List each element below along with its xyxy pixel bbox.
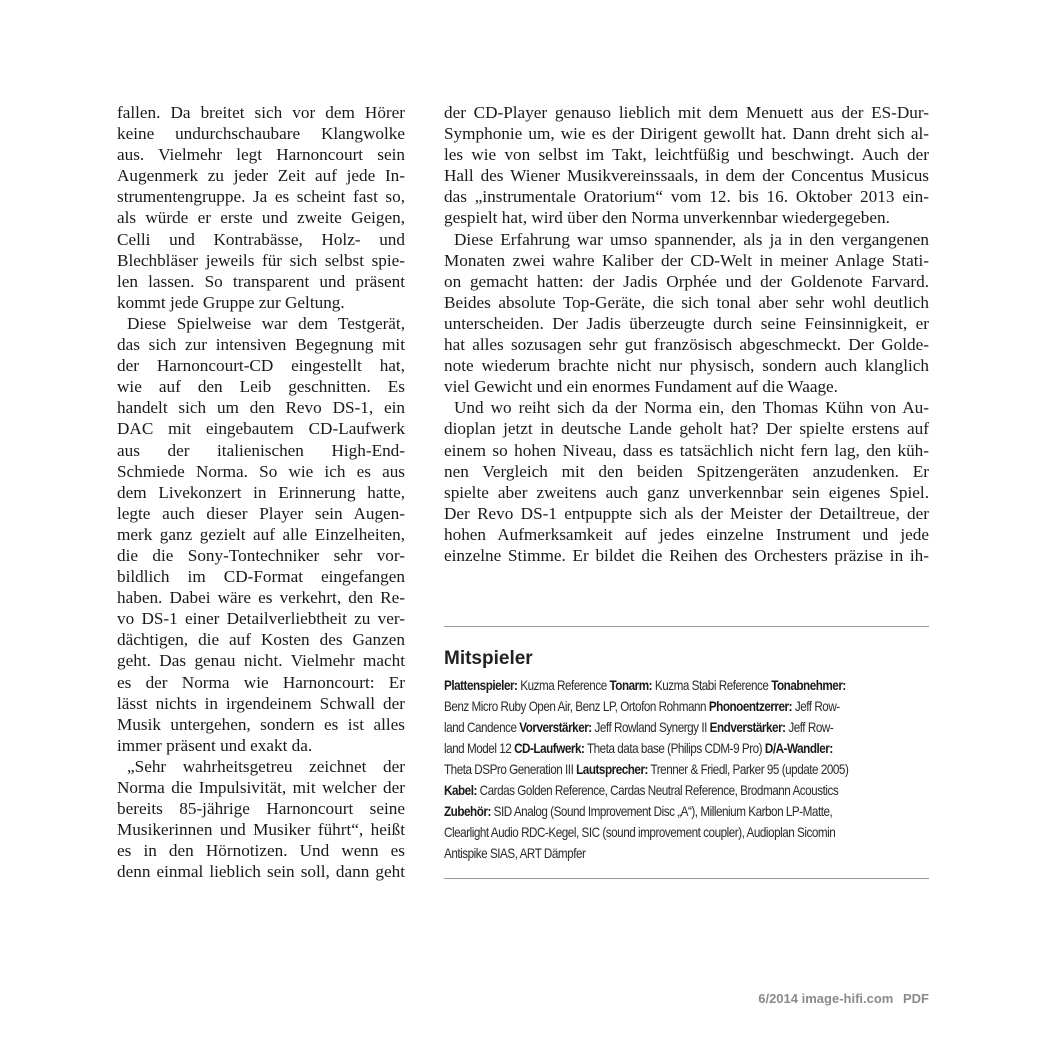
text-line: gespielt hat, wird über den Norma unverkennbar wiedergegeben. — [444, 208, 890, 228]
text-line: dioplan jetzt in deutsche Lande geholt hat? Der spielte erstens auf — [444, 419, 929, 439]
equipment-items: Trenner & Friedl, Parker 95 (update 2005) — [647, 762, 849, 777]
equipment-category: CD-Laufwerk: — [514, 741, 585, 756]
text-line: vo DS-1 einer Detailverliebtheit zu ver- — [117, 609, 405, 629]
box-bottom-rule — [444, 878, 929, 879]
text-line: hat alles sozusagen sehr gut französisch abgeschmeckt. Der Golde- — [444, 335, 929, 355]
equipment-line — [444, 696, 861, 717]
text-line: der Harnoncourt-CD eingestellt hat, — [117, 356, 405, 376]
text-line: legte auch dieser Player sein Augen- — [117, 503, 405, 523]
text-line: merk ganz gezielt auf alle Einzelheiten, — [117, 524, 405, 544]
equipment-items: Clearlight Audio RDC-Kegel, SIC (sound improvement coupler), Audioplan Sicomin — [444, 825, 836, 840]
equipment-items: Cardas Golden Reference, Cardas Neutral Reference, Brodmann Acoustics — [476, 783, 839, 798]
page-footer — [758, 991, 929, 1006]
equipment-items: Kuzma Stabi Reference — [652, 678, 772, 693]
equipment-items: land Model 12 — [444, 741, 515, 756]
equipment-category: Kabel: — [444, 783, 477, 798]
text-line: handelt sich um den Revo DS-1, ein — [117, 398, 405, 418]
equipment-items: Benz Micro Ruby Open Air, Benz LP, Ortofon Rohmann — [444, 699, 709, 714]
pdf-link[interactable]: PDF — [903, 991, 929, 1006]
article-column-left — [117, 102, 405, 882]
text-line: viel Gewicht und ein enormes Fundament auf die Waage. — [444, 377, 838, 397]
article-column-right — [444, 102, 929, 566]
text-line: es in den Hörnotizen. Und wenn es — [117, 841, 405, 861]
text-line: les wie von selbst im Takt, leichtfüßig und beschwingt. Auch der — [444, 145, 929, 165]
equipment-category: Endverstärker: — [709, 720, 786, 735]
text-line: aus der italienischen High-End- — [117, 440, 405, 460]
text-line: nen Vergleich mit den beiden Spitzengeräten anzudenken. Er — [444, 461, 929, 481]
footer-site: image-hifi.com — [801, 991, 894, 1006]
equipment-category: Phonoentzerrer: — [708, 699, 793, 714]
text-line: Symphonie um, wie es der Dirigent gewollt hat. Dann dreht sich al- — [444, 124, 929, 144]
text-line: einem so hohen Niveau, dass es tatsächlich nicht fern lag, den küh- — [444, 440, 929, 460]
text-line: Diese Spielweise war dem Testgerät, — [127, 313, 405, 333]
equipment-items: Jeff Row- — [792, 699, 840, 714]
text-line: Blechbläser jeweils für sich selbst spie- — [117, 250, 405, 270]
text-line: Der Revo DS-1 entpuppte sich als der Meister der Detailtreue, der — [444, 503, 929, 523]
text-line: Musikerinnen und Musiker führt“, heißt — [117, 820, 405, 840]
text-line: Hall des Wiener Musikvereinssaals, in dem der Concentus Musicus — [444, 166, 929, 186]
text-line: dem Livekonzert in Erinnerung hatte, — [117, 482, 405, 502]
text-line: immer präsent und exakt da. — [117, 735, 313, 755]
text-line: „Sehr wahrheitsgetreu zeichnet der — [127, 756, 405, 776]
text-line: strumentengruppe. Ja es scheint fast so, — [117, 187, 405, 207]
text-line: Beides absolute Top-Geräte, die sich tonal aber sehr wohl deutlich — [444, 292, 929, 312]
text-line: wie auf den Leib geschnitten. Es — [117, 377, 405, 397]
equipment-line — [444, 822, 861, 843]
text-line: bildlich im CD-Format eingefangen — [117, 567, 405, 587]
equipment-category: Tonarm: — [609, 678, 653, 693]
equipment-category: Plattenspieler: — [444, 678, 518, 693]
text-line: spielte aber zweitens auch ganz unverkennbar sein eigenes Spiel. — [444, 482, 929, 502]
text-line: geht. Das genau nicht. Vielmehr macht — [117, 651, 405, 671]
text-line: einzelne Stimme. Er bildet die Reihen des Orchesters präzise in ih- — [444, 545, 929, 565]
text-line: denn einmal lieblich sein soll, dann geht — [117, 862, 405, 882]
equipment-category: D/A-Wandler: — [764, 741, 833, 756]
text-line: das „instrumentale Oratorium“ vom 12. bis 16. Oktober 2013 ein- — [444, 187, 929, 207]
text-line: kommt jede Gruppe zur Geltung. — [117, 292, 345, 312]
text-line: lässt nichts in irgendeinem Schwall der — [117, 693, 405, 713]
equipment-items: SID Analog (Sound Improvement Disc „A“), Millenium Karbon LP-Matte, — [490, 804, 833, 819]
box-title: Mitspieler — [444, 648, 533, 669]
text-line: die die Sony-Tontechniker sehr vor- — [117, 545, 405, 565]
equipment-items: Kuzma Reference — [517, 678, 610, 693]
equipment-line — [444, 780, 861, 801]
text-line: Und wo reiht sich da der Norma ein, den Thomas Kühn von Au- — [454, 398, 929, 418]
text-line: es der Norma wie Harnoncourt: Er — [117, 672, 405, 692]
text-line: Musik untergehen, sondern es ist alles — [117, 714, 405, 734]
text-line: bereits 85-jährige Harnoncourt seine — [117, 799, 405, 819]
text-line: len lassen. So transparent und präsent — [117, 271, 405, 291]
box-top-rule — [444, 626, 929, 627]
equipment-line — [444, 675, 861, 696]
equipment-category: Tonabnehmer: — [771, 678, 846, 693]
text-line: hohen Aufmerksamkeit auf jedes einzelne Instrument und jede — [444, 524, 929, 544]
equipment-category: Lautsprecher: — [576, 762, 648, 777]
equipment-items: land Candence — [444, 720, 520, 735]
text-line: fallen. Da breitet sich vor dem Hörer — [117, 103, 405, 122]
text-line: DAC mit eingebautem CD-Laufwerk — [117, 419, 405, 439]
equipment-items: Jeff Rowland Synergy II — [591, 720, 710, 735]
equipment-line — [444, 738, 861, 759]
equipment-list — [444, 675, 929, 864]
equipment-line — [444, 717, 861, 738]
text-line: haben. Dabei wäre es verkehrt, den Re- — [117, 588, 405, 608]
text-line: unterscheiden. Der Jadis überzeugte durch seine Feinsinnigkeit, er — [444, 313, 929, 333]
text-line: Augenmerk zu jeder Zeit auf jede In- — [117, 166, 405, 186]
text-line: als würde er erste und zweite Geigen, — [117, 208, 405, 228]
text-line: aus. Vielmehr legt Harnoncourt sein — [117, 145, 405, 165]
text-line: Diese Erfahrung war umso spannender, als ja in den vergangenen — [454, 229, 929, 249]
equipment-category: Zubehör: — [444, 804, 491, 819]
equipment-items: Antispike SIAS, ART Dämpfer — [444, 846, 586, 861]
text-line: on gemacht hatten: der Jadis Orphée und der Goldenote Farvard. — [444, 271, 929, 291]
text-line: das sich zur intensiven Begegnung mit — [117, 335, 405, 355]
equipment-line — [444, 843, 861, 864]
text-line: der CD-Player genauso lieblich mit dem Menuett aus der ES-Dur- — [444, 103, 929, 122]
text-line: Monaten zwei wahre Kaliber der CD-Welt in meiner Anlage Stati- — [444, 250, 929, 270]
equipment-category: Vorverstärker: — [519, 720, 592, 735]
equipment-line — [444, 801, 861, 822]
text-line: Norma die Impulsivität, mit welcher der — [117, 778, 405, 797]
text-line: note wiederum brachte nicht nur physisch, sondern auch klanglich — [444, 356, 929, 376]
text-line: dächtigen, die auf Kosten des Ganzen — [117, 630, 405, 650]
equipment-items: Theta data base (Philips CDM-9 Pro) — [584, 741, 765, 756]
text-line: Schmiede Norma. So wie ich es aus — [117, 461, 405, 481]
equipment-line — [444, 759, 861, 780]
text-line: keine undurchschaubare Klangwolke — [117, 124, 405, 144]
text-line: Celli und Kontrabässe, Holz- und — [117, 229, 405, 249]
footer-issue: 6/2014 — [758, 991, 798, 1006]
equipment-items: Theta DSPro Generation III — [444, 762, 577, 777]
equipment-items: Jeff Row- — [785, 720, 834, 735]
